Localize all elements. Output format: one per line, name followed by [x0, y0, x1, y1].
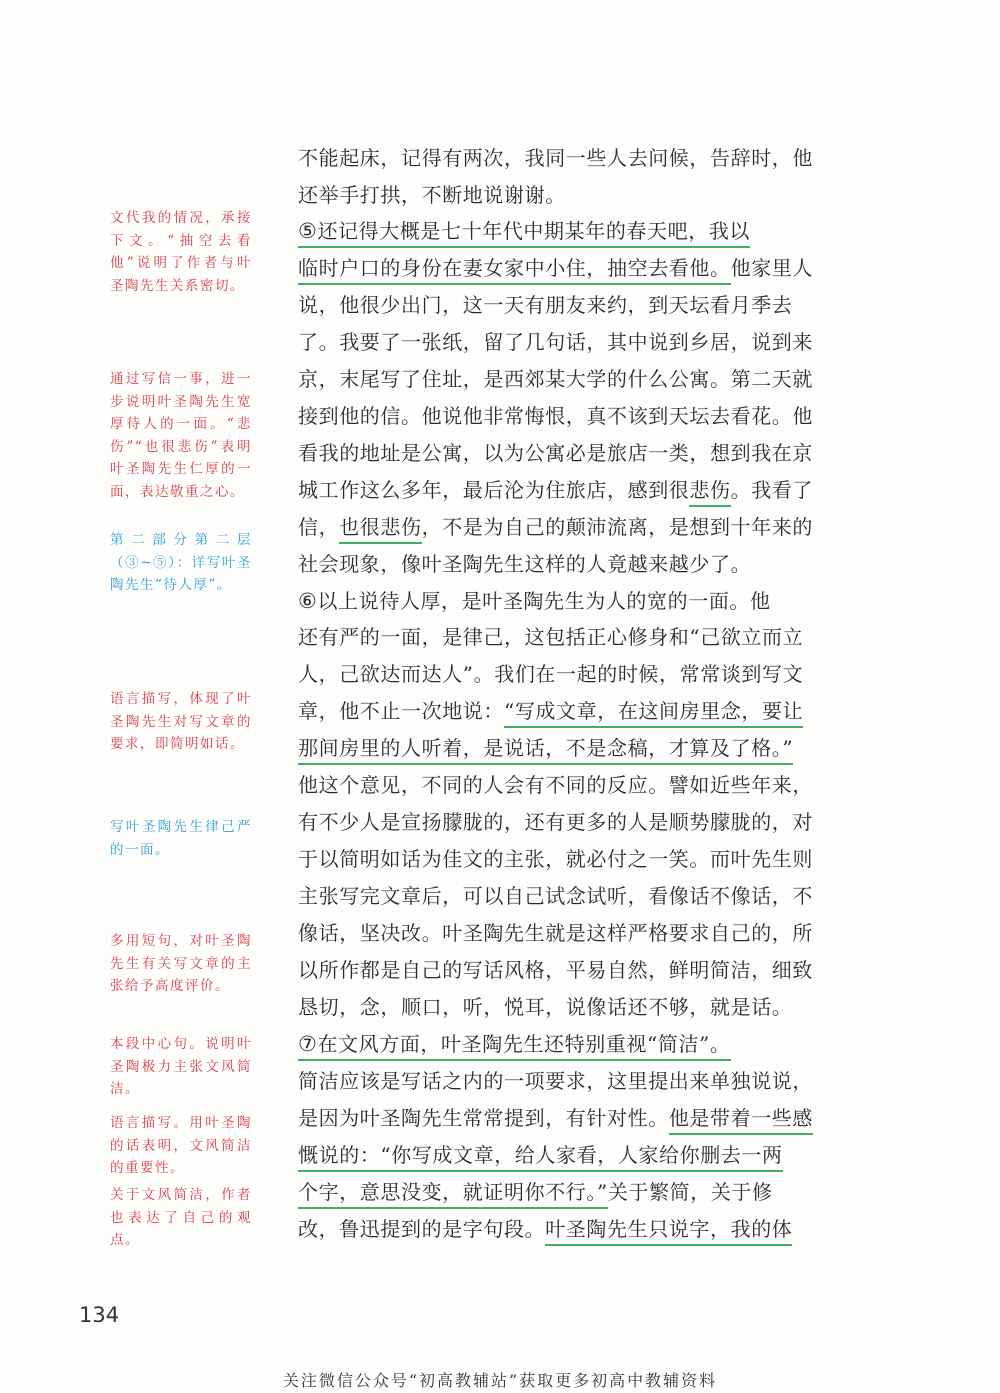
margin-note-7: 本段中心句。说明叶圣陶极力主张文风简洁。 — [110, 1036, 252, 1097]
text-line: 于以简明如话为佳文的主张，就必付之一笑。而叶先生则 — [298, 847, 813, 871]
text-line: 城工作这么多年，最后沦为住旅店，感到很悲伤。我看了 — [298, 475, 863, 509]
text-line: 接到他的信。他说他非常悔恨，真不该到天坛去看花。他 — [298, 404, 813, 428]
text-line: ⑥以上说待人厚，是叶圣陶先生为人的宽的一面。他 — [298, 589, 771, 613]
text-line: 那间房里的人听着，是说话，不是念稿，才算及了格。” — [298, 733, 863, 767]
margin-note-6: 多用短句，对叶圣陶先生有关写文章的主张给予高度评价。 — [110, 933, 252, 994]
text-line: 恳切，念，顺口，听，悦耳，说像话还不够，就是话。 — [298, 995, 793, 1019]
margin-note-9: 关于文风简洁，作者也表达了自己的观点。 — [110, 1187, 252, 1248]
page-number: 134 — [79, 1303, 120, 1327]
text-line: 章，他不止一次地说：“写成文章，在这间房里念，要让 — [298, 696, 863, 730]
text-line: 改，鲁迅提到的是字句段。叶圣陶先生只说字，我的体 — [298, 1214, 863, 1248]
margin-note-1: 文代我的情况，承接下文。“抽空去看他”说明了作者与叶圣陶先生关系密切。 — [110, 210, 252, 294]
text-line: 说，他很少出门，这一天有朋友来约，到天坛看月季去 — [298, 293, 793, 317]
text-line: 他这个意见，不同的人会有不同的反应。譬如近些年来， — [298, 773, 813, 797]
margin-note-3: 第二部分第二层（③~⑤）：详写叶圣陶先生“待人厚”。 — [110, 532, 252, 593]
text-line: 还举手打拱，不断地说谢谢。 — [298, 183, 566, 207]
text-line: 个字，意思没变，就证明你不行。”关于繁简，关于修 — [298, 1177, 863, 1211]
text-line: ⑤还记得大概是七十年代中期某年的春天吧，我以 — [298, 216, 863, 250]
text-line: 京，末尾写了住址，是西郊某大学的什么公寓。第二天就 — [298, 367, 813, 391]
text-line: 社会现象，像叶圣陶先生这样的人竟越来越少了。 — [298, 552, 752, 576]
text-line: 主张写完文章后，可以自己试念试听，看像话不像话，不 — [298, 884, 813, 908]
text-line: 了。我要了一张纸，留了几句话，其中说到乡居，说到来 — [298, 330, 813, 354]
footer-notice: 关注微信公众号“初高教辅站”获取更多初高中教辅资料 — [282, 1371, 718, 1390]
text-line: 看我的地址是公寓，以为公寓必是旅店一类，想到我在京 — [298, 441, 813, 465]
text-line: 有不少人是宣扬朦胧的，还有更多的人是顺势朦胧的，对 — [298, 810, 813, 834]
margin-note-8: 语言描写。用叶圣陶的话表明，文风简洁的重要性。 — [110, 1115, 252, 1176]
margin-note-5: 写叶圣陶先生律己严的一面。 — [110, 819, 252, 858]
text-line: 是因为叶圣陶先生常常提到，有针对性。他是带着一些感 — [298, 1103, 863, 1137]
text-line: 以所作都是自己的写话风格，平易自然，鲜明简洁，细致 — [298, 958, 813, 982]
paragraph-number: ⑦ — [298, 1032, 318, 1056]
paragraph-number: ⑤ — [298, 219, 318, 243]
text-line: 人，己欲达而达人”。我们在一起的时候，常常谈到写文 — [298, 662, 804, 686]
paragraph-number: ⑥ — [298, 589, 318, 613]
text-line: 临时户口的身份在妻女家中小住，抽空去看他。他家里人 — [298, 253, 863, 287]
text-line: 不能起床，记得有两次，我同一些人去问候，告辞时，他 — [298, 146, 813, 170]
text-line: 像话，坚决改。叶圣陶先生就是这样严格要求自己的，所 — [298, 921, 813, 945]
margin-note-2: 通过写信一事，进一步说明叶圣陶先生宽厚待人的一面。“悲伤”“也很悲伤”表明叶圣陶先生仁厚的一面，表达敬重之心。 — [110, 371, 252, 500]
margin-note-4: 语言描写，体现了叶圣陶先生对写文章的要求，即简明如话。 — [110, 691, 252, 752]
text-line: ⑦在文风方面，叶圣陶先生还特别重视“简洁”。 — [298, 1029, 863, 1063]
text-line: 信，也很悲伤，不是为自己的颠沛流离，是想到十年来的 — [298, 512, 863, 546]
text-line: 简洁应该是写话之内的一项要求，这里提出来单独说说， — [298, 1069, 813, 1093]
text-line: 还有严的一面，是律己，这包括正心修身和“己欲立而立 — [298, 625, 804, 649]
text-line: 慨说的：“你写成文章，给人家看，人家给你删去一两 — [298, 1140, 863, 1174]
